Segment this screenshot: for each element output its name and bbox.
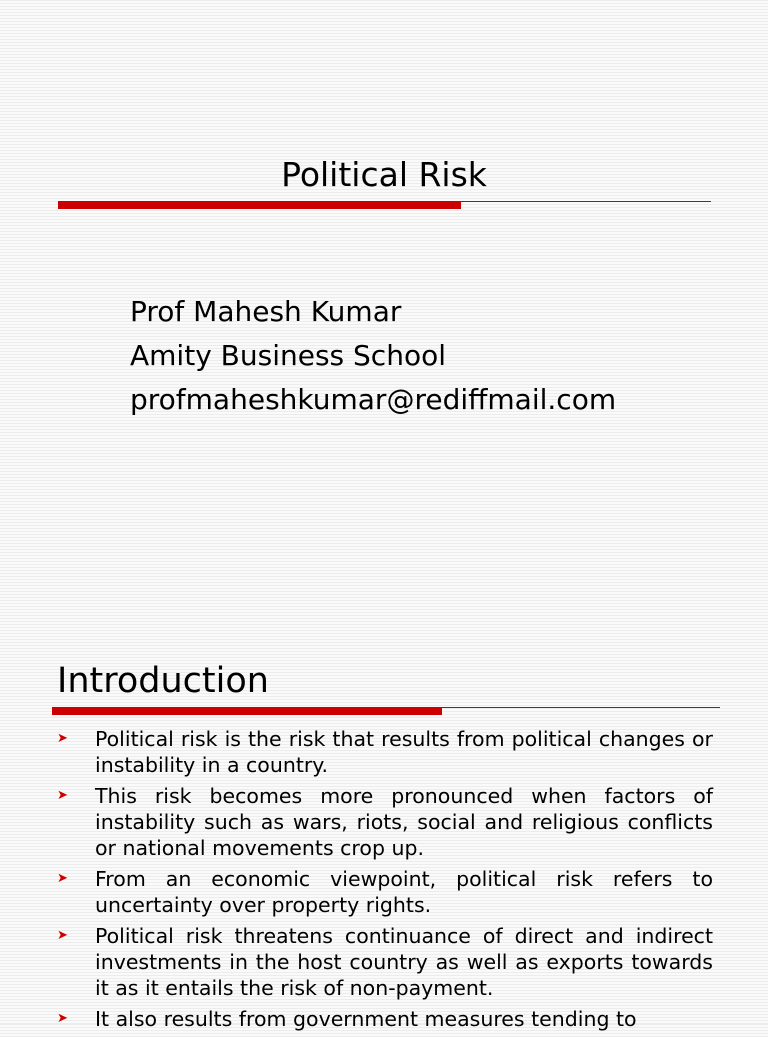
- bullet-item: [57, 726, 713, 778]
- title-underline-accent: [52, 707, 442, 715]
- bullet-text: This risk becomes more pronounced when factors of instability such as wars, riots, social and religious conflicts or national movements crop up.: [95, 784, 713, 860]
- bullet-text: Political risk threatens continuance of direct and indirect investments in the host country as well as exports towards it as it entails the risk of non-payment.: [95, 924, 713, 1000]
- author-name: Prof Mahesh Kumar: [130, 295, 402, 328]
- author-info: [130, 290, 616, 422]
- arrowhead-bullet-icon: ➤: [57, 928, 68, 943]
- bullet-text: It also results from government measures tending to: [95, 1007, 637, 1031]
- arrowhead-bullet-icon: ➤: [57, 1011, 68, 1026]
- arrowhead-bullet-icon: ➤: [57, 731, 68, 746]
- bullet-list: [57, 726, 713, 1037]
- arrowhead-bullet-icon: ➤: [57, 871, 68, 886]
- bullet-item: [57, 923, 713, 1001]
- content-slide: [0, 640, 768, 1031]
- slide-title: Introduction: [57, 661, 269, 701]
- author-school: Amity Business School: [130, 339, 446, 372]
- bullet-item: [57, 1006, 713, 1032]
- bullet-item: [57, 783, 713, 861]
- author-email: profmaheshkumar@rediffmail.com: [130, 383, 617, 416]
- title-underline-accent: [58, 201, 461, 209]
- bullet-text: Political risk is the risk that results from political changes or instability in a country.: [95, 727, 713, 777]
- slide-title: Political Risk: [281, 155, 487, 194]
- bullet-item: [57, 866, 713, 918]
- bullet-text: From an economic viewpoint, political risk refers to uncertainty over property rights.: [95, 867, 713, 917]
- arrowhead-bullet-icon: ➤: [57, 788, 68, 803]
